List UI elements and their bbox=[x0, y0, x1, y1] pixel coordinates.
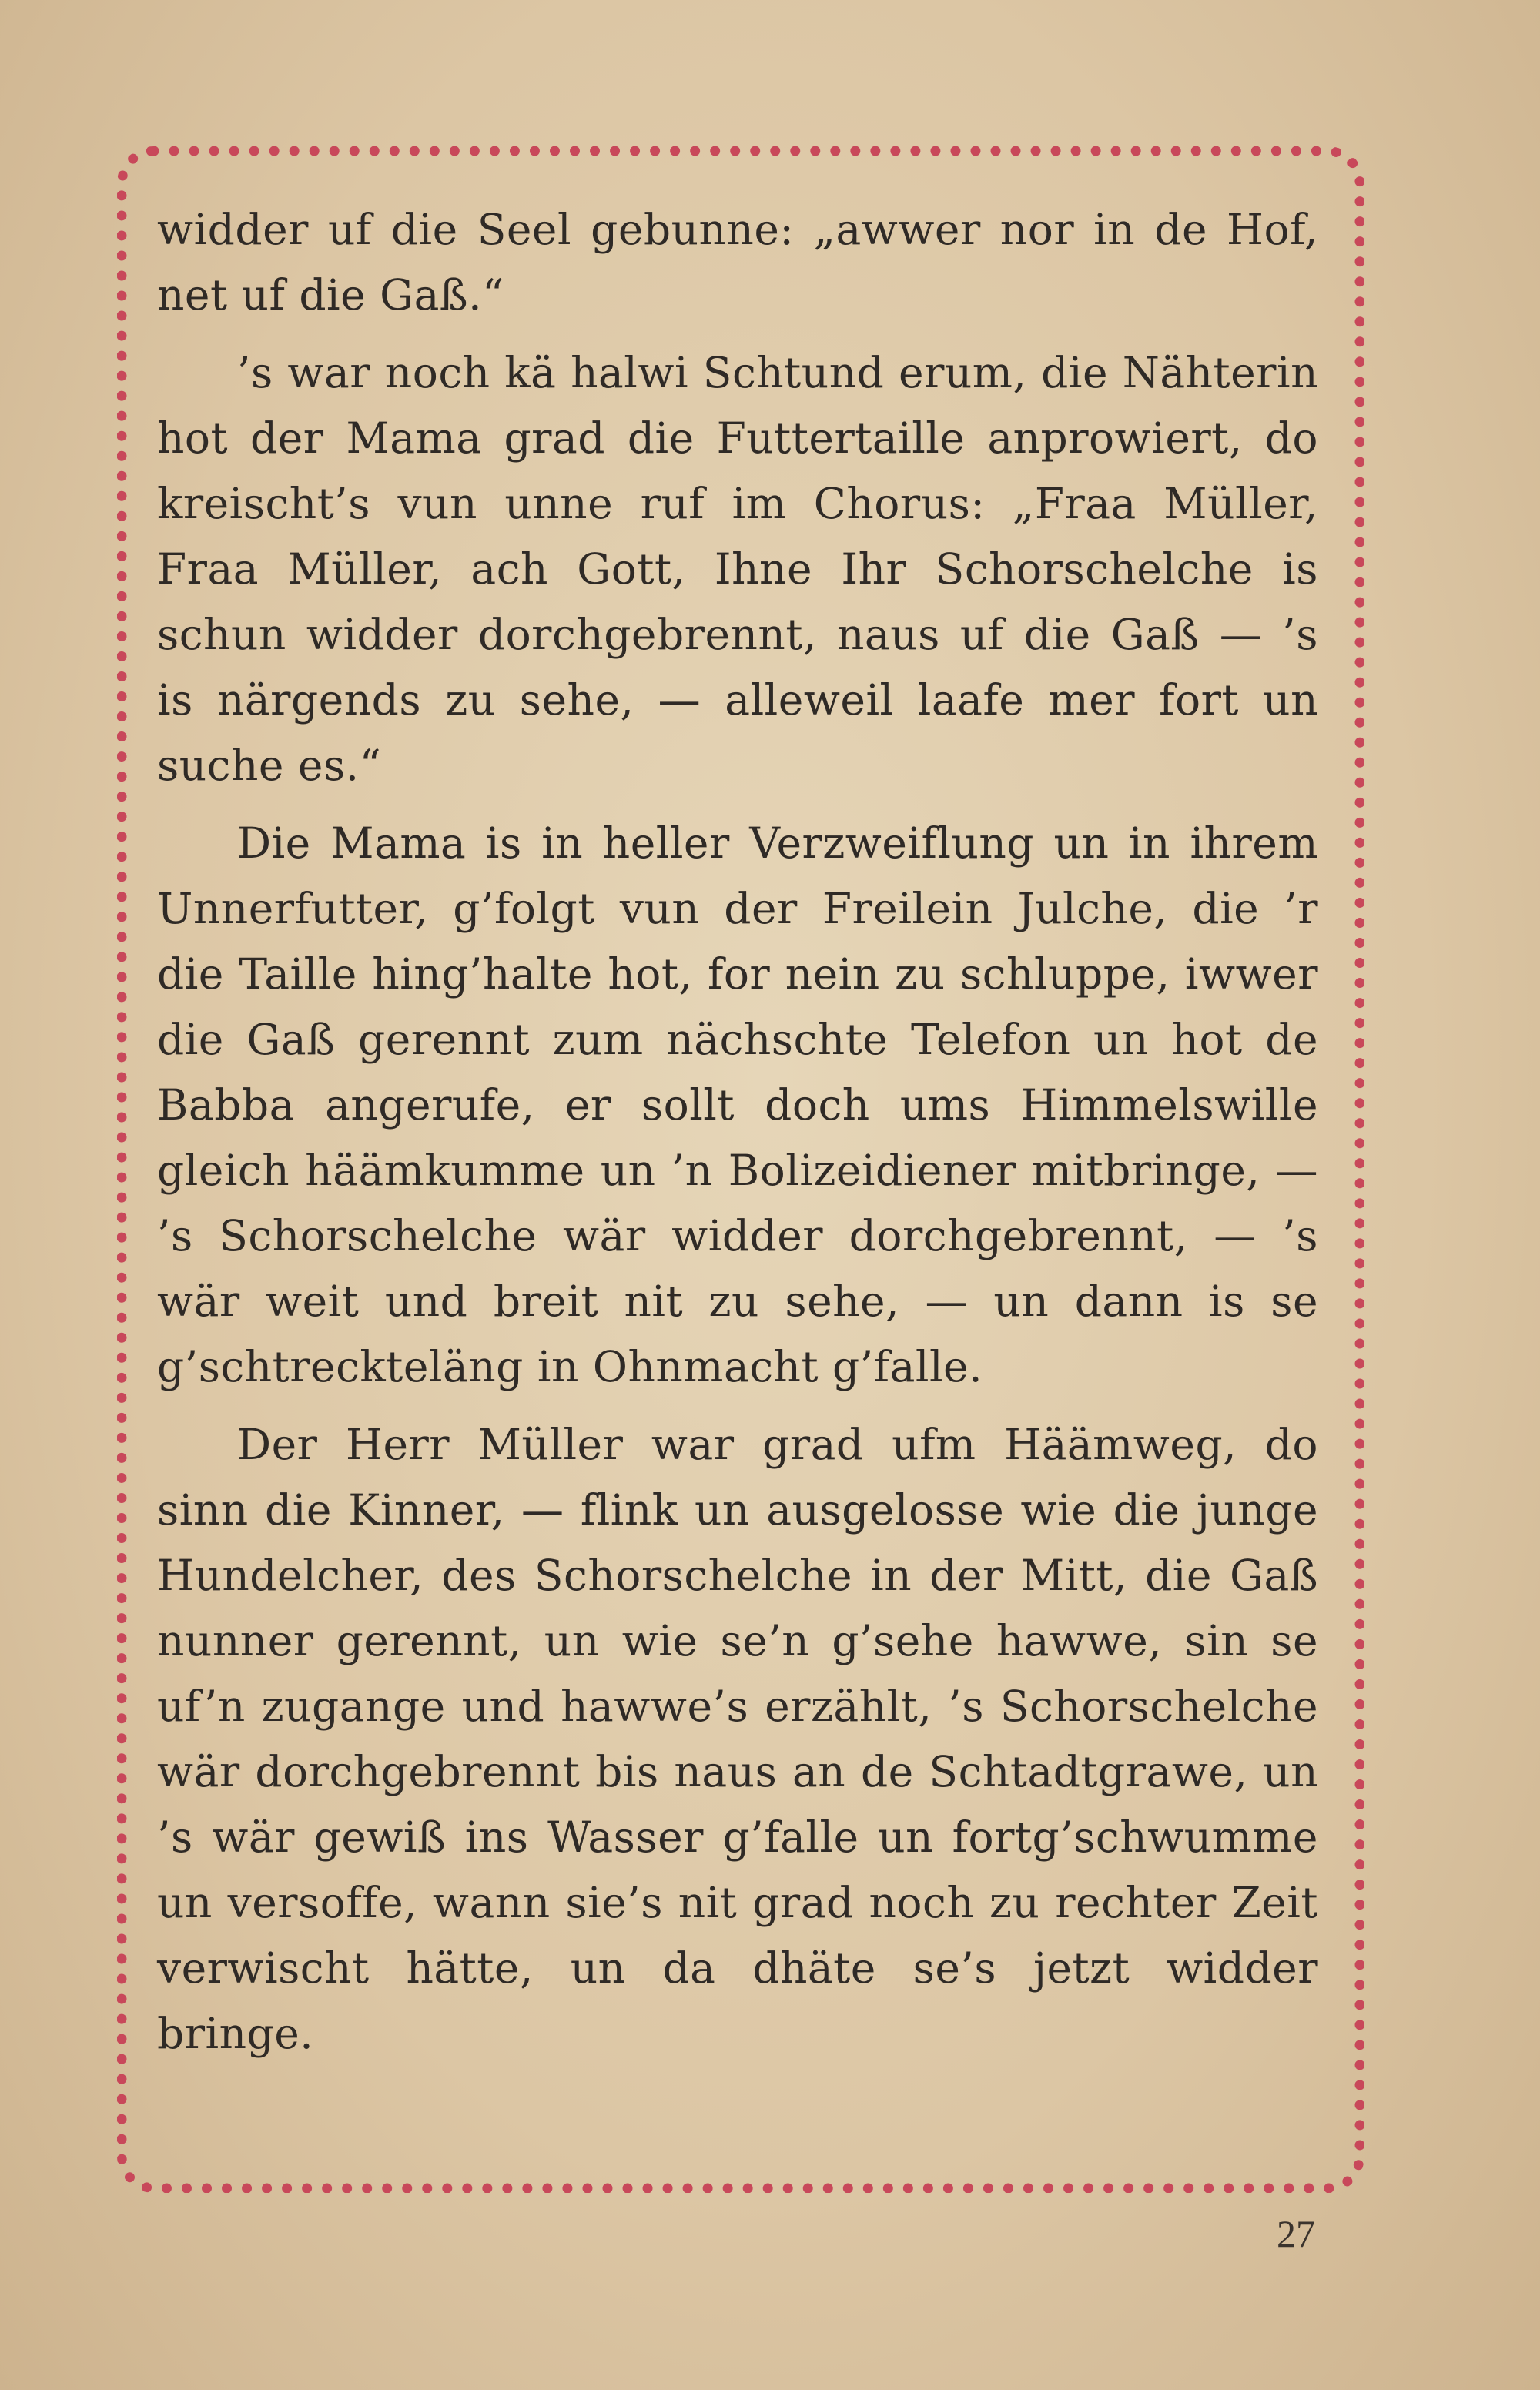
paragraph: Die Mama is in heller Verzweiflung un in ihrem Unnerfutter, g’folgt vun der Freilein Julche, die ’r die Taille hing’halte hot, for nein zu schluppe, iwwer die Gaß gerennt zum nächschte Telefon un hot de Babba angerufe, er sollt doch ums Himmelswille gleich häämkumme un ’n Bolizeidiener mitbringe, — ’s Schorschelche wär widder dorchgebrennt, — ’s wär weit und breit nit zu sehe, — un dann is se g’schtreckteläng in Ohnmacht g’falle. bbox=[157, 818, 1318, 1391]
page-number: 27 bbox=[1277, 2212, 1315, 2255]
text-block bbox=[157, 197, 1318, 2067]
paragraph: ’s war noch kä halwi Schtund erum, die Nähterin hot der Mama grad die Futtertaille anprowiert, do kreischt’s vun unne ruf im Chorus: „Fraa Müller, Fraa Müller, ach Gott, Ihne Ihr Schorschelche is schun widder dorchgebrennt, naus uf die Gaß — ’s is närgends zu sehe, — alleweil laafe mer fort un suche es.“ bbox=[157, 348, 1318, 790]
paragraph-continuation: widder uf die Seel gebunne: „awwer nor in de Hof, net uf die Gaß.“ bbox=[157, 205, 1318, 320]
paragraph: Der Herr Müller war grad ufm Häämweg, do sinn die Kinner, — flink un ausgelosse wie die junge Hundelcher, des Schorschelche in der Mitt, die Gaß nunner gerennt, un wie se’n g’sehe hawwe, sin se uf’n zugange und hawwe’s erzählt, ’s Schorschelche wär dorchgebrennt bis naus an de Schtadtgrawe, un ’s wär gewiß ins Wasser g’falle un fortg’schwumme un versoffe, wann sie’s nit grad noch zu rechter Zeit verwischt hätte, un da dhäte se’s jetzt widder bringe. bbox=[157, 1420, 1318, 2058]
